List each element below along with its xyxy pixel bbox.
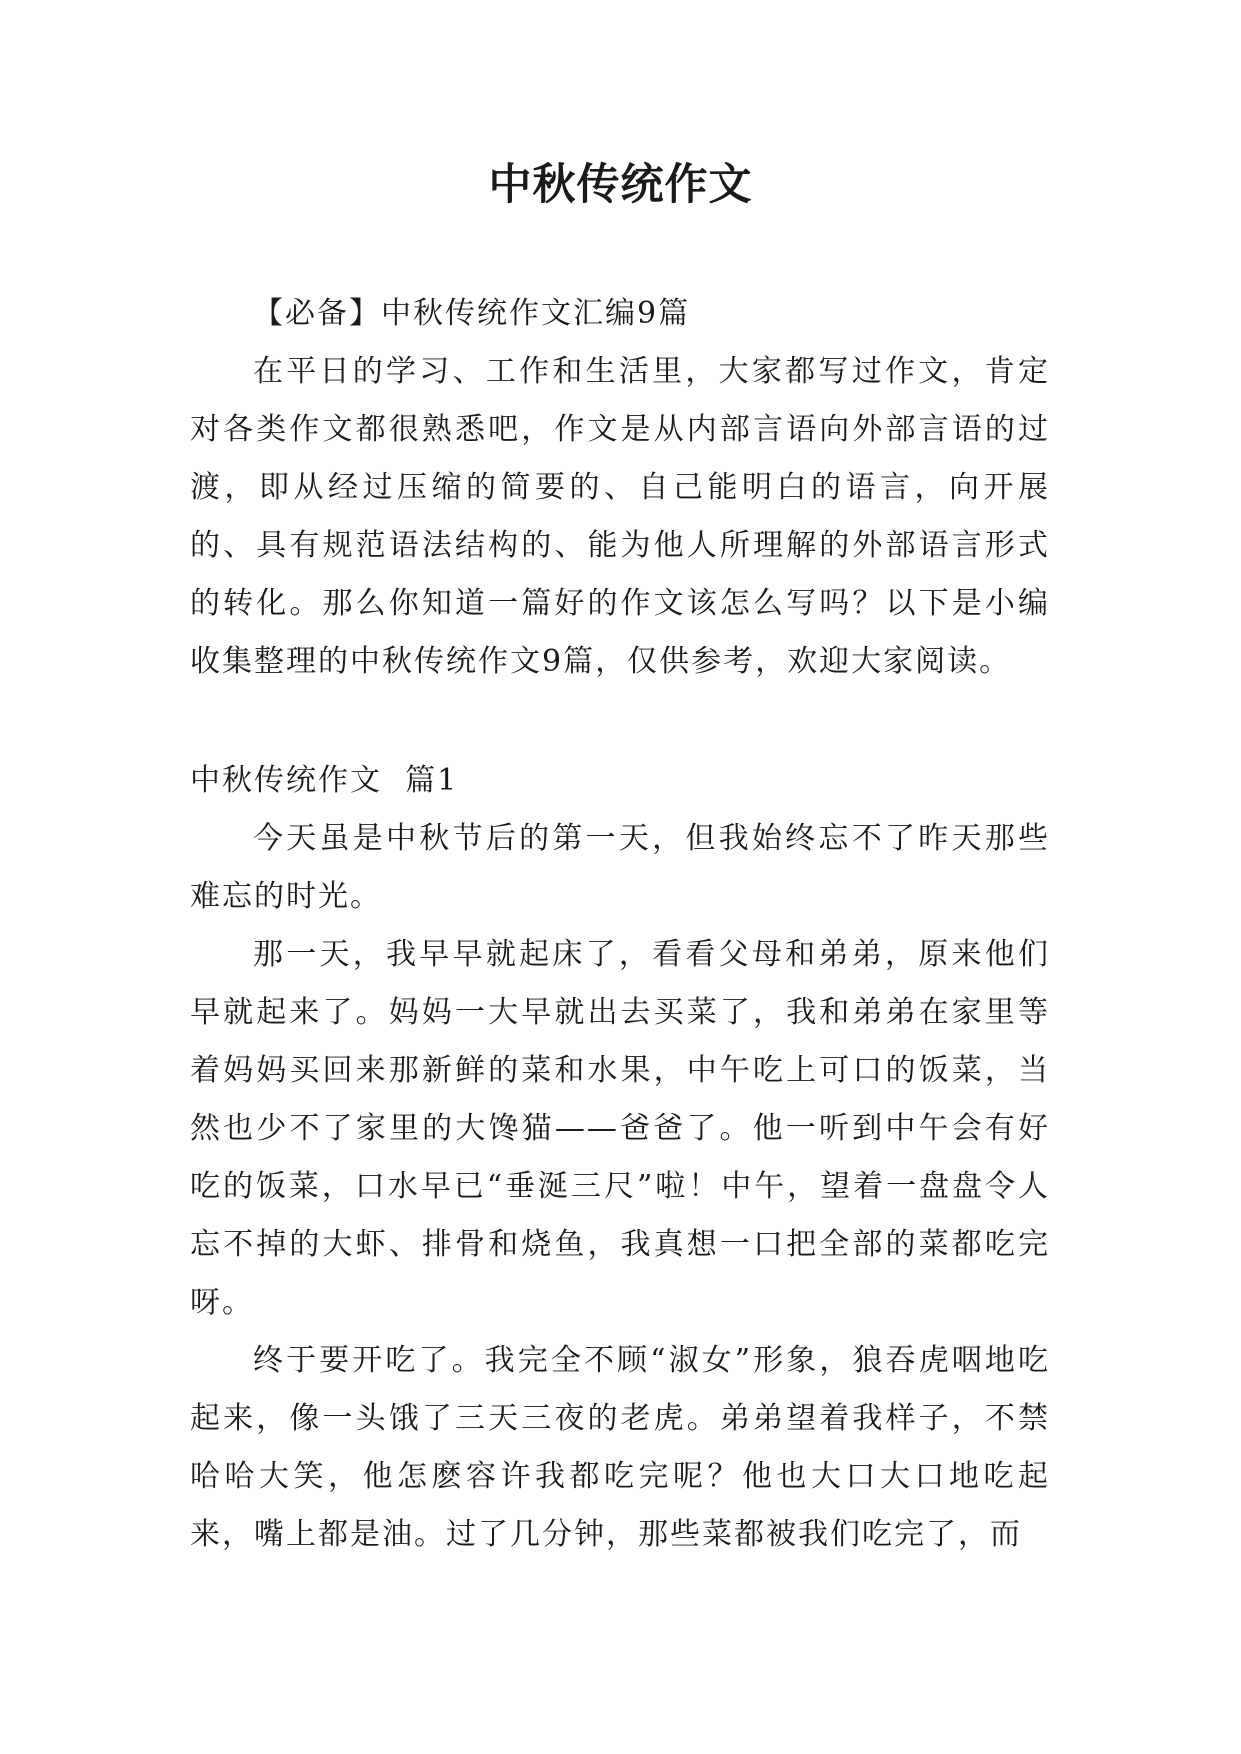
intro-heading: 【必备】中秋传统作文汇编9篇 — [253, 296, 691, 331]
body-paragraph: 那一天，我早早就起床了，看看父母和弟弟，原来他们早就起来了。妈妈一大早就出去买菜了，我和弟弟在家里等着妈妈买回来那新鲜的菜和水果，中午吃上可口的饭菜，当然也少不了家里的大馋猫——爸爸了。他一听到中午会有好吃的饭菜，口水早已“垂涎三尺”啦！中午，望着一盘盘令人忘不掉的大虾、排骨和烧鱼，我真想一口把全部的菜都吃完呀。 — [190, 937, 1050, 1320]
section-heading: 中秋传统作文 篇1 — [190, 763, 459, 798]
section-body — [190, 810, 1050, 1564]
intro-section — [190, 285, 1050, 691]
body-paragraph: 今天虽是中秋节后的第一天，但我始终忘不了昨天那些难忘的时光。 — [190, 821, 1050, 914]
document-title: 中秋传统作文 — [488, 160, 753, 210]
intro-paragraph: 在平日的学习、工作和生活里，大家都写过作文，肯定对各类作文都很熟悉吧，作文是从内部言语向外部言语的过渡，即从经过压缩的简要的、自己能明白的语言，向开展的、具有规范语法结构的、能为他人所理解的外部语言形式的转化。那么你知道一篇好的作文该怎么写吗？以下是小编收集整理的中秋传统作文9篇，仅供参考，欢迎大家阅读。 — [190, 354, 1050, 679]
body-paragraph: 终于要开吃了。我完全不顾“淑女”形象，狼吞虎咽地吃起来，像一头饿了三天三夜的老虎。弟弟望着我样子，不禁哈哈大笑，他怎麽容许我都吃完呢？他也大口大口地吃起来，嘴上都是油。过了几分钟，那些菜都被我们吃完了，而 — [190, 1343, 1050, 1552]
